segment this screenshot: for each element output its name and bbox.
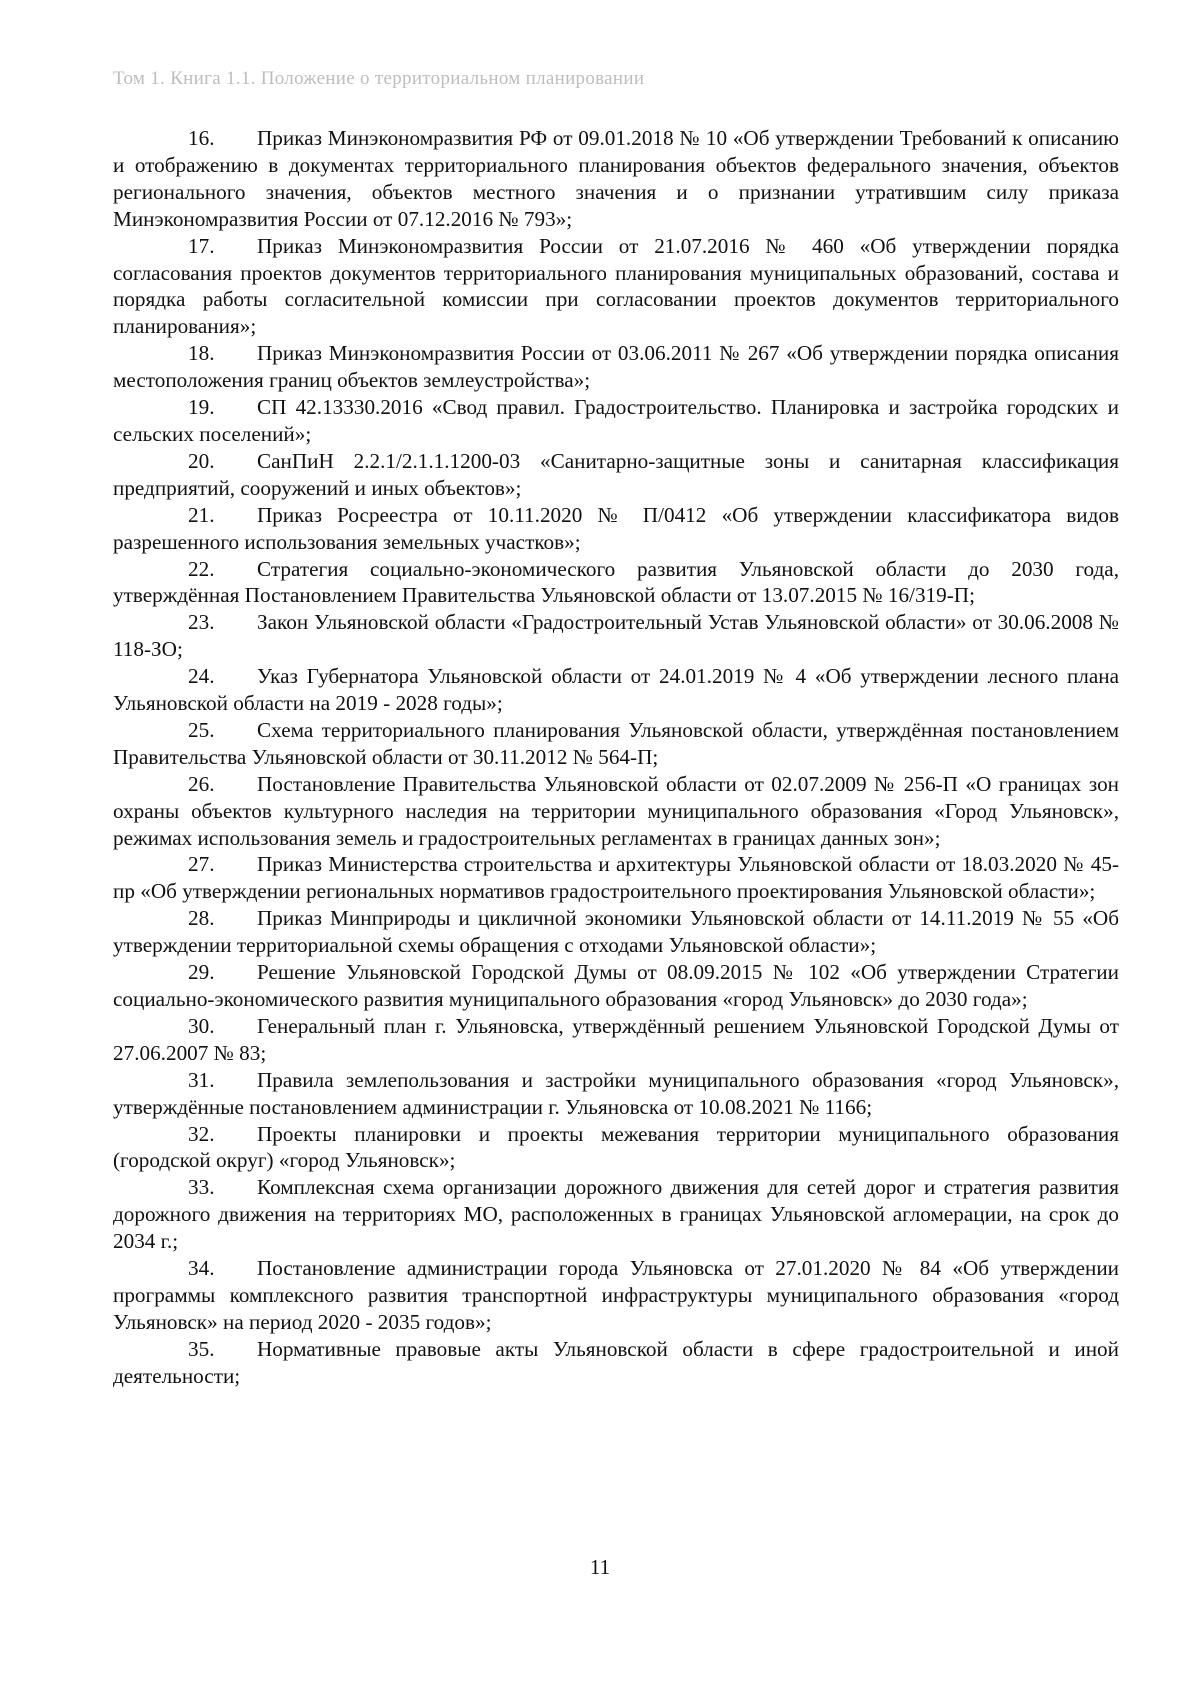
list-item (113, 717, 1119, 771)
list-item-text: СанПиН 2.2.1/2.1.1.1200-03 «Санитарно-защитные зоны и санитарная классификация предприятий, сооружений и иных объектов»; (113, 448, 1119, 500)
list-item-text: Схема территориального планирования Ульяновской области, утверждённая постановлением Правительства Ульяновской области от 30.11.2012 № 564-П; (113, 717, 1119, 769)
list-item-text: Приказ Росреестра от 10.11.2020 № П/0412 «Об утверждении классификатора видов разрешенного использования земельных участков»; (113, 502, 1119, 554)
list-item-text: Нормативные правовые акты Ульяновской области в сфере градостроительной и иной деятельности; (113, 1336, 1119, 1388)
list-item-number: 27. (188, 852, 215, 877)
normative-acts-list (113, 125, 1119, 1390)
list-item-number: 28. (188, 906, 215, 931)
list-item-text: Генеральный план г. Ульяновска, утверждённый решением Ульяновской Городской Думы от 27.06.2007 № 83; (113, 1013, 1119, 1065)
list-item-text: Приказ Минэкономразвития России от 03.06.2011 № 267 «Об утверждении порядка описания местоположения границ объектов землеустройства»; (113, 341, 1119, 393)
list-item-number: 16. (188, 126, 215, 150)
list-item-text: Указ Губернатора Ульяновской области от 24.01.2019 № 4 «Об утверждении лесного плана Ульяновской области на 2019 - 2028 годы»; (113, 664, 1119, 716)
list-item-number: 24. (188, 664, 215, 689)
list-item (113, 394, 1119, 448)
list-item-number: 18. (188, 341, 215, 366)
list-item (113, 502, 1119, 556)
list-item-number: 19. (188, 395, 215, 420)
list-item-text: Проекты планировки и проекты межевания территории муниципального образования (городской округ) «город Ульяновск»; (113, 1121, 1119, 1173)
list-item (113, 1067, 1119, 1121)
list-item-number: 22. (188, 556, 215, 581)
list-item (113, 609, 1119, 663)
list-item (113, 1255, 1119, 1336)
list-item (113, 959, 1119, 1013)
list-item-text: Приказ Минэкономразвития России от 21.07.2016 № 460 «Об утверждении порядка согласования проектов документов территориального планирования муниципальных образований, состава и порядка работы согласительной комиссии при согласовании проектов документов территориального планирования»; (113, 233, 1119, 339)
list-item-text: Приказ Минэкономразвития РФ от 09.01.2018 № 10 «Об утверждении Требований к описанию и отображению в документах территориального планирования объектов федерального значения, объектов регионального значения, объектов местного значения и о признании утратившим силу приказа Минэкономразвития России от 07.12.2016 № 793»; (113, 126, 1119, 231)
list-item (113, 1013, 1119, 1067)
list-item-text: Решение Ульяновской Городской Думы от 08.09.2015 № 102 «Об утверждении Стратегии социально-экономического развития муниципального образования «город Ульяновск» до 2030 года»; (113, 960, 1119, 1011)
list-item-number: 21. (188, 502, 215, 527)
list-item (113, 851, 1119, 905)
list-item-text: Стратегия социально-экономического развития Ульяновской области до 2030 года, утверждённая Постановлением Правительства Ульяновской области от 13.07.2015 № 16/319-П; (113, 556, 1119, 608)
list-item-text: СП 42.13330.2016 «Свод правил. Градостроительство. Планировка и застройка городских и сельских поселений»; (113, 395, 1119, 446)
list-item (113, 448, 1119, 502)
list-item-number: 25. (188, 717, 215, 742)
list-item-text: Комплексная схема организации дорожного движения для сетей дорог и стратегия развития дорожного движения на территориях МО, расположенных в границах Ульяновской агломерации, на срок до 2034 г.; (113, 1175, 1119, 1254)
list-item (113, 1336, 1119, 1390)
list-item-number: 23. (188, 610, 215, 635)
list-item-number: 32. (188, 1121, 215, 1146)
list-item-text: Закон Ульяновской области «Градостроительный Устав Ульяновской области» от 30.06.2008 № 118-ЗО; (113, 610, 1119, 662)
list-item-text: Постановление администрации города Ульяновска от 27.01.2020 № 84 «Об утверждении программы комплексного развития транспортной инфраструктуры муниципального образования «город Ульяновск» на период 2020 - 2035 годов»; (113, 1256, 1119, 1334)
list-item (113, 556, 1119, 610)
list-item-text: Приказ Минприроды и цикличной экономики Ульяновской области от 14.11.2019 № 55 «Об утверждении территориальной схемы обращения с отходами Ульяновской области»; (113, 906, 1119, 958)
list-item-text: Постановление Правительства Ульяновской области от 02.07.2009 № 256-П «О границах зон охраны объектов культурного наследия на территории муниципального образования «Город Ульяновск», режимах использования земель и градостроительных регламентах в границах данных зон»; (113, 771, 1119, 850)
list-item-text: Правила землепользования и застройки муниципального образования «город Ульяновск», утверждённые постановлением администрации г. Ульяновска от 10.08.2021 № 1166; (113, 1067, 1119, 1119)
list-item (113, 1121, 1119, 1175)
running-header: Том 1. Книга 1.1. Положение о территориальном планировании (113, 68, 645, 89)
list-item (113, 1174, 1119, 1255)
list-item (113, 340, 1119, 394)
list-item (113, 663, 1119, 717)
list-item-number: 26. (188, 771, 215, 796)
list-item-number: 34. (188, 1256, 215, 1281)
list-item-number: 31. (188, 1067, 215, 1092)
list-item-number: 30. (188, 1013, 215, 1038)
list-item (113, 905, 1119, 959)
list-item (113, 771, 1119, 852)
list-item (113, 125, 1119, 233)
list-item (113, 233, 1119, 341)
list-item-number: 35. (188, 1336, 215, 1361)
list-item-number: 17. (188, 233, 215, 258)
list-item-number: 33. (188, 1175, 215, 1200)
page-number: 11 (589, 1555, 611, 1579)
list-item-number: 29. (188, 960, 215, 985)
list-item-number: 20. (188, 448, 215, 473)
list-item-text: Приказ Министерства строительства и архитектуры Ульяновской области от 18.03.2020 № 45-пр «Об утверждении региональных нормативов градостроительного проектирования Ульяновской области»; (113, 852, 1119, 904)
